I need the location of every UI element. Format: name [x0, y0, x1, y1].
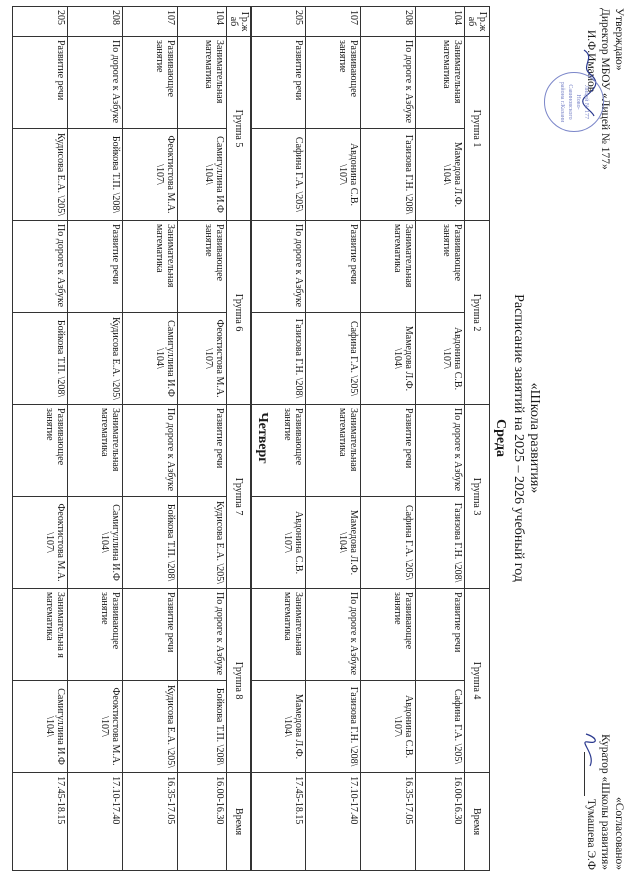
cabinet-cell: 208	[68, 7, 123, 37]
column-header: Группа 1	[465, 37, 490, 221]
teacher-cell: Сафина Г.А. \205\	[251, 129, 306, 221]
day-heading-thursday: Четверг	[255, 412, 270, 464]
cabinet-cell: 104	[178, 7, 227, 37]
column-header: Время	[227, 773, 252, 871]
subject-cell: Занимательная математика	[178, 37, 227, 129]
teacher-cell: Газизова Г.Н. \208\	[416, 497, 465, 589]
table-row	[306, 7, 361, 871]
subject-cell: По дороге к Азбуке	[306, 589, 361, 681]
subject-cell: По дороге к Азбуке	[251, 221, 306, 313]
subject-cell: По дороге к Азбуке	[361, 37, 416, 129]
agreement-line-3	[584, 690, 598, 870]
teacher-cell: Мамедова Л.Ф. \104\	[251, 681, 306, 773]
cabinet-cell: 205	[251, 7, 306, 37]
column-header: Время	[465, 773, 490, 871]
subject-cell: Занимательная математика	[123, 221, 178, 313]
subject-cell: Развитие речи	[416, 589, 465, 681]
approval-block	[559, 8, 626, 338]
curator-name: Тумашева Э.Ф	[585, 798, 597, 870]
subject-cell: Занимательна я математика	[13, 589, 68, 681]
teacher-cell: Самигуллина И.Ф \104\	[68, 497, 123, 589]
approval-line-3: И.Ф.Имамов	[585, 30, 597, 93]
subject-cell: По дороге к Азбуке	[123, 405, 178, 497]
teacher-cell: Бойкова Т.П. \208\	[13, 313, 68, 405]
teacher-cell: Феоктистова М.А. \107\	[68, 681, 123, 773]
subject-cell: Развивающее занятие	[68, 589, 123, 681]
subject-cell: Развитие речи	[13, 37, 68, 129]
time-cell: 17.10-17.40	[68, 773, 123, 871]
day-heading-wednesday: Среда	[493, 418, 508, 457]
school-title: «Школа развития»	[527, 382, 542, 494]
cabinet-cell: 107	[123, 7, 178, 37]
teacher-cell: Сафина Г.А. \205\	[416, 681, 465, 773]
subject-cell: Развивающее занятие	[361, 589, 416, 681]
cabinet-cell: 107	[306, 7, 361, 37]
column-header: Группа 5	[227, 37, 252, 221]
column-header: Группа 7	[227, 405, 252, 589]
column-header: Группа 6	[227, 221, 252, 405]
subject-cell: Занимательная математика	[361, 221, 416, 313]
column-header: Группа 3	[465, 405, 490, 589]
teacher-cell: Мамедова Л.Ф. \104\	[306, 497, 361, 589]
teacher-cell: Бойкова Т.П. \208\	[178, 681, 227, 773]
time-cell: 16.00-16.30	[178, 773, 227, 871]
subject-cell: Занимательная математика	[68, 405, 123, 497]
teacher-cell: Самигуллина И.Ф \104\	[178, 129, 227, 221]
subject-cell: Развивающее занятие	[178, 221, 227, 313]
subject-cell: По дороге к Азбуке	[68, 37, 123, 129]
teacher-cell: Феоктистова М.А. \107\	[178, 313, 227, 405]
subject-cell: Развивающее занятие	[306, 37, 361, 129]
teacher-cell: Кудисова Е.А. \205\	[123, 681, 178, 773]
teacher-cell: Феоктистова М.А. \107\	[13, 497, 68, 589]
table-header-row	[227, 7, 252, 871]
time-cell: 17.45-18.15	[251, 773, 306, 871]
subject-cell: По дороге к Азбуке	[13, 221, 68, 313]
teacher-cell: Кудисова Е.А. \205\	[178, 497, 227, 589]
teacher-cell: Бойкова Т.П. \208\	[68, 129, 123, 221]
agreement-line-2: Куратор «Школы развития»	[599, 734, 611, 870]
teacher-cell: Сафина Г.А. \205\	[361, 497, 416, 589]
subject-cell: Развитие речи	[251, 37, 306, 129]
subject-cell: Развитие речи	[306, 221, 361, 313]
subject-cell: Развитие речи	[68, 221, 123, 313]
table-header-row	[465, 7, 490, 871]
subject-cell: Развивающее занятие	[13, 405, 68, 497]
teacher-cell: Сафина Г.А. \205\	[306, 313, 361, 405]
time-cell: 16.35-17.05	[123, 773, 178, 871]
table-row	[13, 7, 68, 871]
table-row	[416, 7, 465, 871]
subject-cell: Развивающее занятие	[123, 37, 178, 129]
table-row	[123, 7, 178, 871]
teacher-cell: Кудисова Е.А. \205\	[68, 313, 123, 405]
subject-cell: По дороге к Азбуке	[178, 589, 227, 681]
teacher-cell: Газизова Г.Н. \208\	[306, 681, 361, 773]
teacher-cell: Самигуллина И.Ф \104\	[13, 681, 68, 773]
subject-cell: Занимательная математика	[251, 589, 306, 681]
column-header: Группа 8	[227, 589, 252, 773]
table-row	[178, 7, 227, 871]
teacher-cell: Самигуллина И.Ф \104\	[123, 313, 178, 405]
curator-signature	[582, 730, 600, 770]
teacher-cell: Феоктистова М.А. \107\	[123, 129, 178, 221]
subject-cell: По дороге к Азбуке	[416, 405, 465, 497]
teacher-cell: Мамедова Л.Ф. \104\	[361, 313, 416, 405]
time-cell: 17.10-17.40	[306, 773, 361, 871]
teacher-cell: Авдонина С.В. \107\	[361, 681, 416, 773]
time-cell: 16.35-17.05	[361, 773, 416, 871]
school-seal	[544, 72, 604, 132]
teacher-cell: Авдонина С.В. \107\	[416, 313, 465, 405]
subject-cell: Занимательная математика	[416, 37, 465, 129]
time-cell: 16.00-16.30	[416, 773, 465, 871]
teacher-cell: Мамедова Л.Ф. \104\	[416, 129, 465, 221]
agreement-line-1: «Согласовано»	[613, 796, 625, 870]
subject-cell: Развитие речи	[361, 405, 416, 497]
schedule-table-thursday	[12, 6, 252, 871]
subject-cell: Развитие речи	[123, 589, 178, 681]
teacher-cell: Авдонина С.В. \107\	[251, 497, 306, 589]
subject-cell: Занимательная математика	[306, 405, 361, 497]
subject-cell: Развивающее занятие	[416, 221, 465, 313]
teacher-cell: Кудисова Е.А. \205\	[13, 129, 68, 221]
approval-line-2: Директор МБОУ «Лицей № 177»	[599, 8, 611, 170]
approval-line-1: Утверждаю»	[613, 8, 625, 71]
column-header: Гр.ж аб	[227, 7, 252, 37]
subject-cell: Развивающее занятие	[251, 405, 306, 497]
table-row	[361, 7, 416, 871]
subject-cell: Развитие речи	[178, 405, 227, 497]
agreement-block	[584, 690, 626, 870]
schedule-table-wednesday	[250, 6, 490, 871]
teacher-cell: Газизова Г.Н. \208\	[251, 313, 306, 405]
table-row	[68, 7, 123, 871]
teacher-cell: Газизова Г.Н. \208\	[361, 129, 416, 221]
cabinet-cell: 205	[13, 7, 68, 37]
cabinet-cell: 104	[416, 7, 465, 37]
seal-text: Лицей № 177 Ново-Савиновского района г.Казани	[559, 81, 589, 123]
column-header: Гр.ж аб	[465, 7, 490, 37]
time-cell: 17.45-18.15	[13, 773, 68, 871]
cabinet-cell: 208	[361, 7, 416, 37]
teacher-cell: Авдонина С.В. \107\	[306, 129, 361, 221]
teacher-cell: Бойкова Т.П. \208\	[123, 497, 178, 589]
column-header: Группа 2	[465, 221, 490, 405]
column-header: Группа 4	[465, 589, 490, 773]
schedule-title: Расписание занятий на 2025 – 2026 учебный год	[511, 294, 526, 582]
